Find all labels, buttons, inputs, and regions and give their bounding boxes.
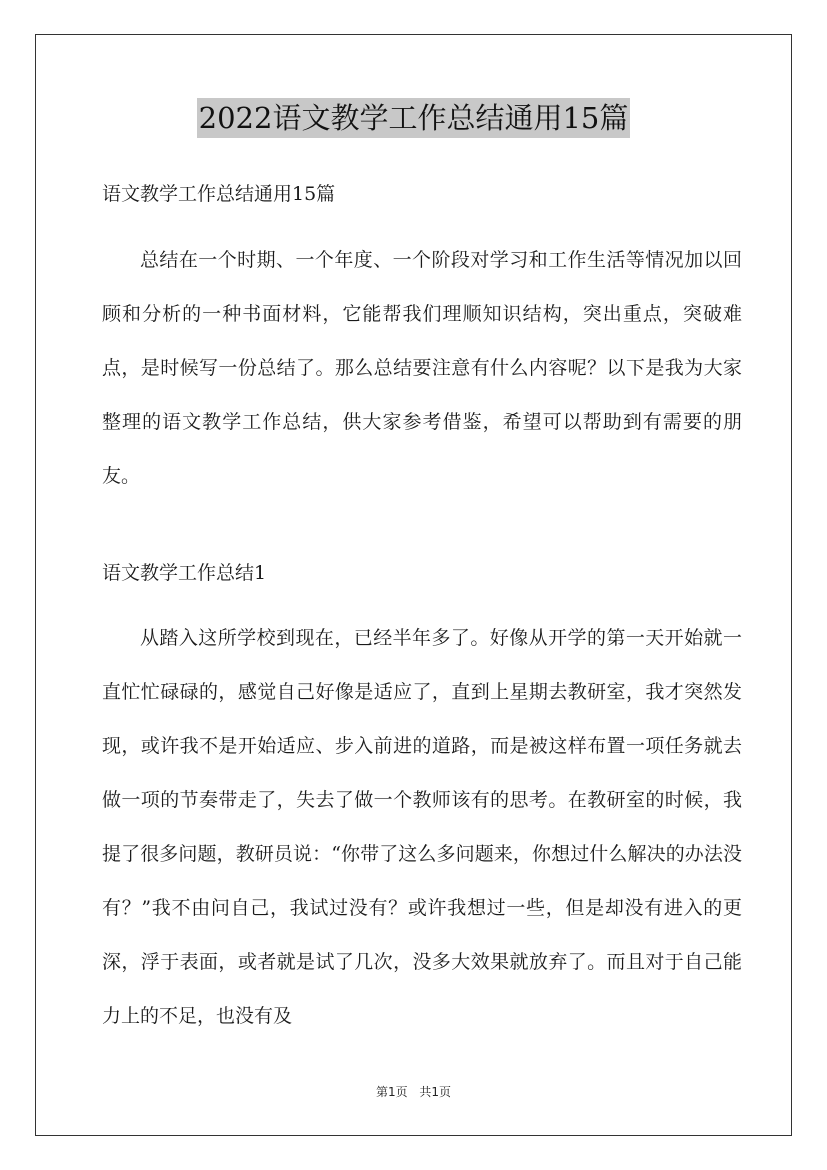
section-heading: 语文教学工作总结1 [102,562,267,584]
page-footer [0,1083,827,1100]
page-total: 共1页 [419,1085,452,1099]
document-title: 2022语文教学工作总结通用15篇 [197,98,631,138]
title-container [0,98,827,138]
document-subtitle: 语文教学工作总结通用15篇 [102,183,336,205]
section-paragraph: 从踏入这所学校到现在，已经半年多了。好像从开学的第一天开始就一直忙忙碌碌的，感觉自己好像是适应了，直到上星期去教研室，我才突然发现，或许我不是开始适应、步入前进的道路，而是被这样布置一项任务就去做一项的节奏带走了，失去了做一个教师该有的思考。在教研室的时候，我提了很多问题，教研员说：“你带了这么多问题来，你想过什么解决的办法没有？”我不由问自己，我试过没有？或许我想过一些，但是却没有进入的更深，浮于表面，或者就是试了几次，没多大效果就放弃了。而且对于自己能力上的不足，也没有及 [102,627,742,1027]
intro-paragraph: 总结在一个时期、一个年度、一个阶段对学习和工作生活等情况加以回顾和分析的一种书面材料，它能帮我们理顺知识结构，突出重点，突破难点，是时候写一份总结了。那么总结要注意有什么内容呢？以下是我为大家整理的语文教学工作总结，供大家参考借鉴，希望可以帮助到有需要的朋友。 [102,249,742,487]
page-number: 第1页 [375,1085,408,1099]
